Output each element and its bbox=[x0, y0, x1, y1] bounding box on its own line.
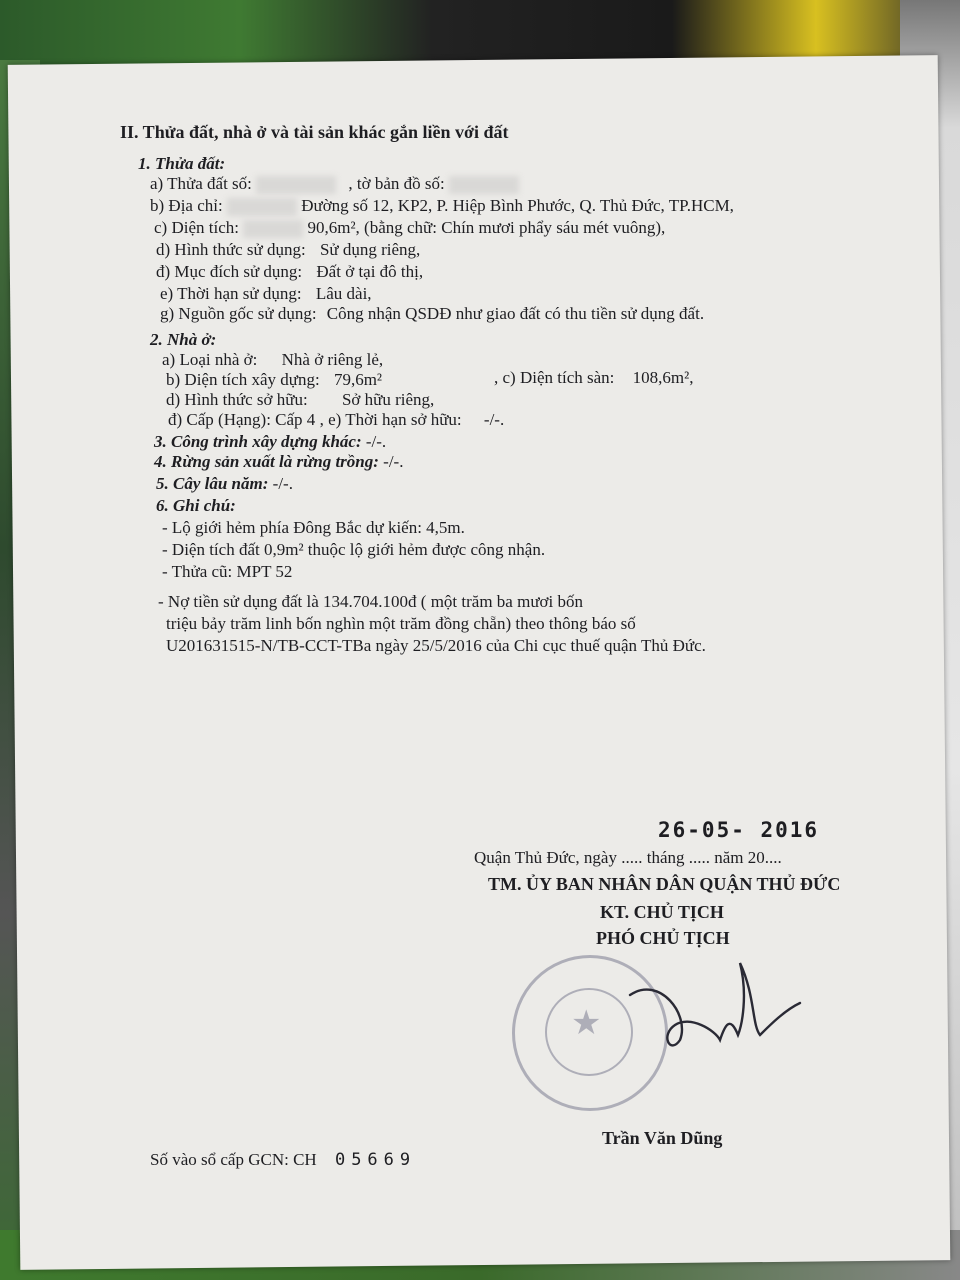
notes-heading: 6. Ghi chú: bbox=[156, 496, 236, 515]
land-purpose-line bbox=[156, 262, 423, 282]
other-construction-value: -/-. bbox=[365, 432, 387, 451]
redacted-field bbox=[227, 198, 297, 216]
map-sheet-label: , tờ bản đồ số: bbox=[348, 174, 445, 193]
production-forest-line bbox=[154, 452, 403, 472]
house-type-line bbox=[162, 350, 383, 370]
gcn-register-number: 05669 bbox=[334, 1150, 417, 1170]
note-line: - Diện tích đất 0,9m² thuộc lộ giới hẻm được công nhận. bbox=[162, 540, 546, 559]
term-value: Lâu dài, bbox=[315, 284, 372, 303]
ownership-term-value: -/-. bbox=[483, 410, 505, 429]
ownership-value: Sở hữu riêng, bbox=[341, 390, 435, 409]
grade-label: đ) Cấp (Hạng): bbox=[168, 410, 271, 429]
address-label: b) Địa chỉ: bbox=[150, 196, 223, 215]
chairman-title: KT. CHỦ TỊCH bbox=[600, 902, 724, 922]
house-ownership-line bbox=[166, 390, 434, 410]
floor-area-label: , c) Diện tích sàn: bbox=[494, 368, 615, 387]
land-area-line bbox=[154, 218, 665, 238]
land-heading: 1. Thửa đất: bbox=[138, 154, 226, 173]
grade-value: Cấp 4 bbox=[275, 410, 316, 429]
house-type-value: Nhà ở riêng lẻ, bbox=[281, 350, 384, 369]
section-title: II. Thửa đất, nhà ở và tài sản khác gắn liền với đất bbox=[120, 122, 509, 142]
gcn-register-label: Số vào sổ cấp GCN: CH bbox=[150, 1150, 317, 1169]
vice-chairman-title: PHÓ CHỦ TỊCH bbox=[596, 928, 730, 948]
building-area-value: 79,6m² bbox=[333, 370, 383, 389]
house-type-label: a) Loại nhà ở: bbox=[162, 350, 258, 369]
usage-form-value: Sử dụng riêng, bbox=[319, 240, 421, 259]
origin-label: g) Nguồn gốc sử dụng: bbox=[160, 304, 317, 323]
land-usage-form-line bbox=[156, 240, 420, 260]
purpose-value: Đất ở tại đô thị, bbox=[316, 262, 424, 281]
note-line: - Thửa cũ: MPT 52 bbox=[162, 562, 293, 581]
redacted-field bbox=[243, 220, 303, 238]
production-forest-value: -/-. bbox=[383, 452, 404, 471]
place-date-line: Quận Thủ Đức, ngày ..... tháng ..... năm 20.... bbox=[474, 848, 782, 867]
building-area-label: b) Diện tích xây dựng: bbox=[166, 370, 320, 389]
purpose-label: đ) Mục đích sử dụng: bbox=[156, 262, 303, 281]
debt-note-line: U201631515-N/TB-CCT-TBa ngày 25/5/2016 của Chi cục thuế quận Thủ Đức. bbox=[166, 636, 706, 655]
land-term-line bbox=[160, 284, 372, 304]
house-floor-area-line bbox=[494, 368, 693, 388]
origin-value: Công nhận QSDĐ như giao đất có thu tiền sử dụng đất. bbox=[326, 304, 705, 323]
area-value: 90,6m², (bằng chữ: Chín mươi phẩy sáu mét vuông), bbox=[307, 218, 666, 237]
gcn-register-line bbox=[150, 1150, 416, 1170]
debt-note-line: triệu bảy trăm linh bốn nghìn một trăm đồng chẵn) theo thông báo số bbox=[166, 614, 636, 633]
other-construction-label: 3. Công trình xây dựng khác: bbox=[154, 432, 362, 451]
authority-title: TM. ỦY BAN NHÂN DÂN QUẬN THỦ ĐỨC bbox=[488, 874, 841, 894]
address-value: Đường số 12, KP2, P. Hiệp Bình Phước, Q. Thủ Đức, TP.HCM, bbox=[301, 196, 734, 215]
house-building-area-line bbox=[166, 370, 382, 390]
note-line: - Lộ giới hẻm phía Đông Bắc dự kiến: 4,5m. bbox=[162, 518, 465, 537]
house-heading: 2. Nhà ở: bbox=[150, 330, 217, 349]
area-label: c) Diện tích: bbox=[154, 218, 239, 237]
land-parcel-label: a) Thửa đất số: bbox=[150, 174, 252, 193]
usage-form-label: d) Hình thức sử dụng: bbox=[156, 240, 306, 259]
ownership-term-label: , e) Thời hạn sở hữu: bbox=[319, 410, 462, 429]
ownership-label: d) Hình thức sở hữu: bbox=[166, 390, 308, 409]
term-label: e) Thời hạn sử dụng: bbox=[160, 284, 302, 303]
production-forest-label: 4. Rừng sản xuất là rừng trồng: bbox=[154, 452, 379, 471]
house-grade-line bbox=[168, 410, 504, 430]
redacted-field bbox=[449, 176, 519, 194]
land-parcel-line bbox=[150, 174, 519, 194]
land-address-line bbox=[150, 196, 734, 216]
signer-name: Trần Văn Dũng bbox=[602, 1128, 723, 1148]
redacted-field bbox=[256, 176, 336, 194]
stamped-date: 26-05- 2016 bbox=[658, 818, 820, 842]
land-origin-line bbox=[160, 304, 704, 324]
other-construction-line bbox=[154, 432, 386, 452]
floor-area-value: 108,6m², bbox=[632, 368, 694, 387]
perennial-trees-label: 5. Cây lâu năm: bbox=[156, 474, 269, 493]
perennial-trees-line bbox=[156, 474, 293, 494]
seal-star-icon: ★ bbox=[571, 1005, 602, 1042]
perennial-trees-value: -/-. bbox=[272, 474, 293, 493]
debt-note-line: - Nợ tiền sử dụng đất là 134.704.100đ ( một trăm ba mươi bốn bbox=[158, 592, 583, 611]
handwritten-signature bbox=[620, 955, 810, 1065]
